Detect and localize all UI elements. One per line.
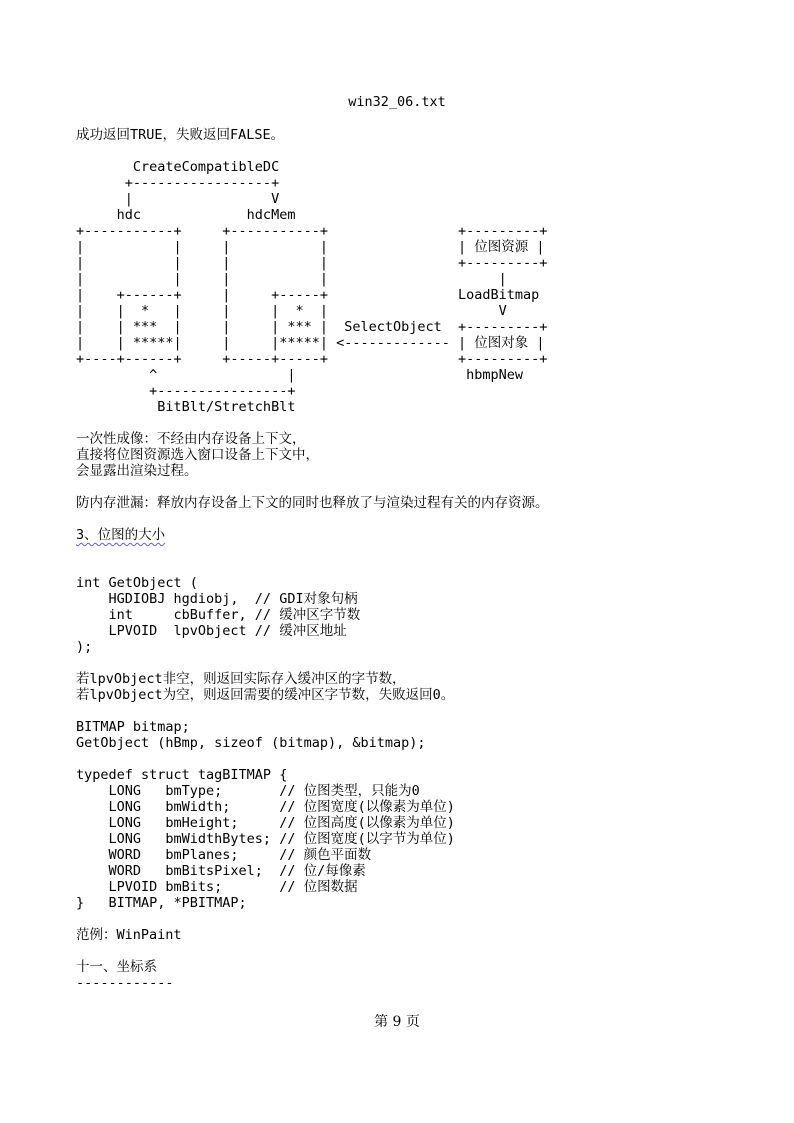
text-line: 直接将位图资源选入窗口设备上下文中，	[76, 447, 319, 463]
text-line: WORD bmPlanes; // 颜色平面数	[76, 847, 372, 863]
text-line: LONG bmWidthBytes; // 位图宽度(以字节为单位)	[76, 831, 455, 847]
text-line	[76, 511, 549, 527]
text-line: +-----------------+	[76, 175, 280, 191]
text-line: GetObject (hBmp, sizeof (bitmap), &bitmap);	[76, 735, 426, 751]
text-line: );	[76, 639, 93, 655]
text-line: HGDIOBJ hgdiobj, // GDI对象句柄	[76, 591, 358, 607]
document-title: win32_06.txt	[348, 94, 446, 110]
text-line: } BITMAP, *PBITMAP;	[76, 895, 247, 911]
text-line	[76, 703, 549, 719]
text-line: | | | | | 位图资源 |	[76, 239, 545, 255]
text-line: 3、位图的大小	[76, 527, 166, 543]
text-line: ^ | hbmpNew	[76, 367, 524, 383]
text-line	[76, 143, 549, 159]
text-line: +-----------+ +-----------+ +---------+	[76, 223, 548, 239]
text-line: | | *** | | | *** | SelectObject +---------+	[76, 319, 548, 335]
text-line: LPVOID lpvObject // 缓冲区地址	[76, 623, 347, 639]
text-line: | V	[76, 191, 280, 207]
text-line	[76, 543, 549, 559]
text-line: int cbBuffer, // 缓冲区字节数	[76, 607, 361, 623]
text-line: LPVOID bmBits; // 位图数据	[76, 879, 358, 895]
text-line: ------------	[76, 975, 174, 991]
text-line: int GetObject (	[76, 575, 198, 591]
text-line	[76, 911, 549, 927]
text-line: LONG bmType; // 位图类型，只能为0	[76, 783, 420, 799]
text-line: CreateCompatibleDC	[76, 159, 280, 175]
text-line	[76, 415, 549, 431]
page-number: 第 9 页	[374, 1014, 420, 1030]
text-line: | | | | +---------+	[76, 255, 548, 271]
text-line: 会显露出渲染过程。	[76, 463, 198, 479]
text-line	[76, 943, 549, 959]
text-line: | | | | |	[76, 271, 507, 287]
text-line: 十一、坐标系	[76, 959, 157, 975]
text-line: 若lpvObject为空，则返回需要的缓冲区字节数，失败返回0。	[76, 687, 455, 703]
text-line: 若lpvObject非空，则返回实际存入缓冲区的字节数，	[76, 671, 406, 687]
text-line: +----------------+	[76, 383, 296, 399]
text-line: WORD bmBitsPixel; // 位/每像素	[76, 863, 366, 879]
text-line: 成功返回TRUE，失败返回FALSE。	[76, 127, 285, 143]
text-line	[76, 479, 549, 495]
text-line: +----+------+ +-----+-----+ +---------+	[76, 351, 548, 367]
text-line: | | *****| | |*****| <------------- | 位图对象 |	[76, 335, 545, 351]
text-line: 一次性成像：不经由内存设备上下文，	[76, 431, 306, 447]
text-line: 防内存泄漏：释放内存设备上下文的同时也释放了与渲染过程有关的内存资源。	[76, 495, 549, 511]
text-line: 范例：WinPaint	[76, 927, 182, 943]
text-line: BITMAP bitmap;	[76, 719, 190, 735]
text-line	[76, 751, 549, 767]
text-line	[76, 655, 549, 671]
text-line: LONG bmWidth; // 位图宽度(以像素为单位)	[76, 799, 455, 815]
text-line: typedef struct tagBITMAP {	[76, 767, 288, 783]
text-line	[76, 559, 549, 575]
text-line: hdc hdcMem	[76, 207, 296, 223]
document-body	[76, 127, 549, 991]
text-line: LONG bmHeight; // 位图高度(以像素为单位)	[76, 815, 455, 831]
text-line: BitBlt/StretchBlt	[76, 399, 296, 415]
text-line: | | * | | | * | V	[76, 303, 507, 319]
text-line: | +------+ | +-----+ LoadBitmap	[76, 287, 540, 303]
